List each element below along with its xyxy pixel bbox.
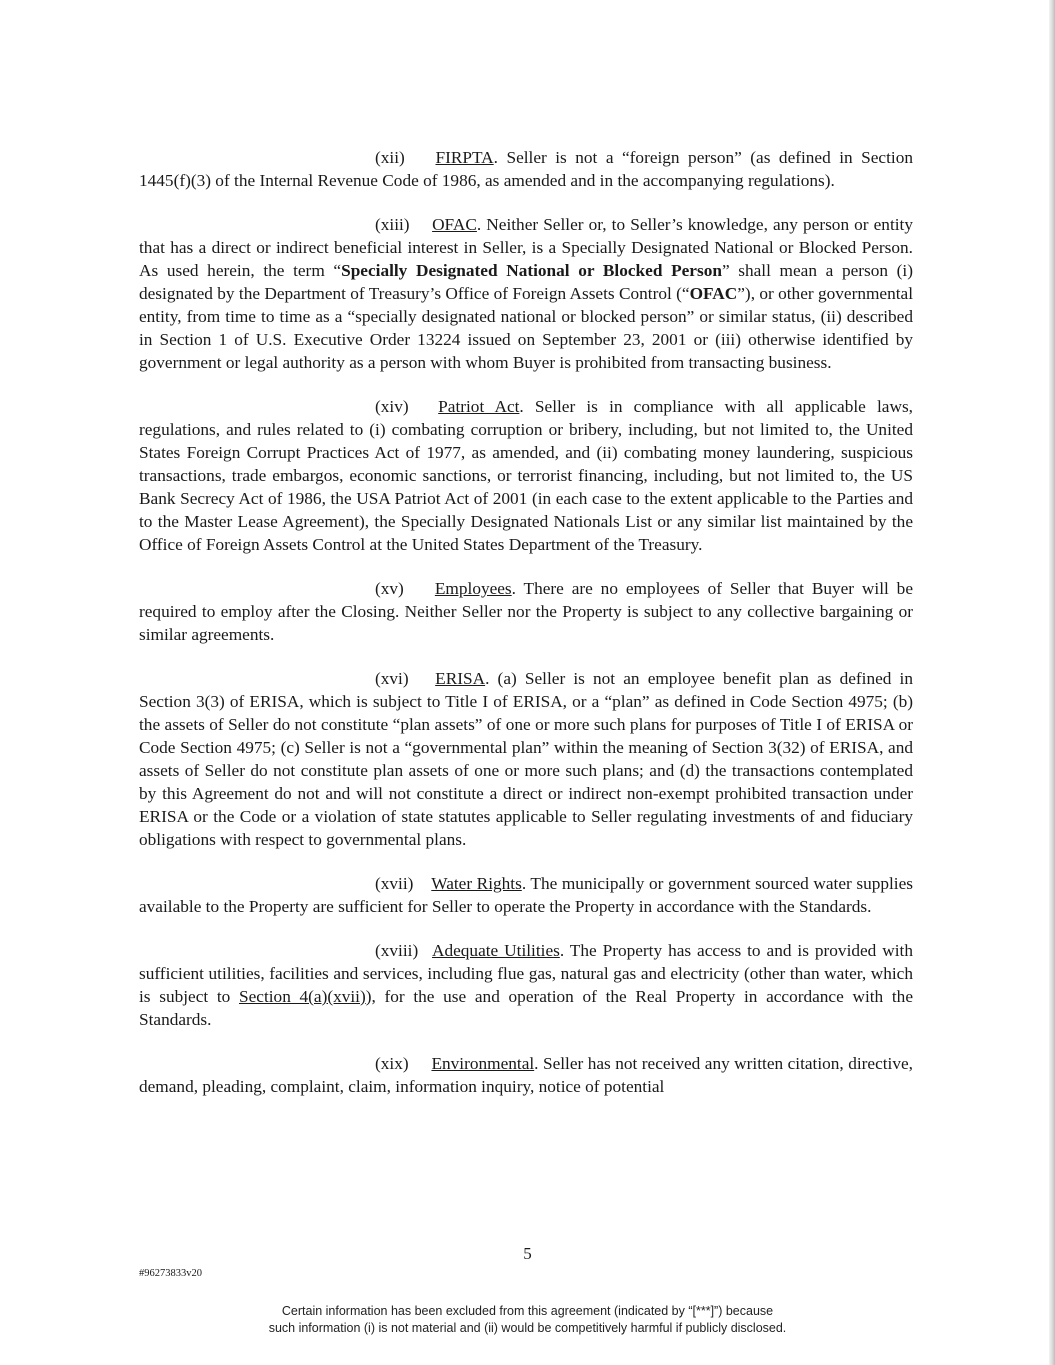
section-text: . There are no employees of Seller that Buyer will be required to employ after the Closing. Neither Seller nor the Property is subject to any collective bargaining or similar agreements. <box>139 579 913 644</box>
section-text: ), for the use and operation of the Real Property in accordance with the Standards. <box>139 987 913 1029</box>
footer-line-1: Certain information has been excluded from this agreement (indicated by “[***]”) because <box>281 1304 774 1318</box>
document-id: #96273833v20 <box>139 1268 202 1279</box>
section-text: . Seller is in compliance with all applicable laws, regulations, and rules related to (i) combating corruption or bribery, including, but not limited to, the United States Foreign Corrupt Practices Act of 1977, as amended, and (ii) combating money laundering, suspicious transactions, trade embargos, economic sanctions, or terrorist financing, including, but not limited to, the US Bank Secrecy Act of 1986, the USA Patriot Act of 2001 (in each case to the extent applicable to the Parties and to the Master Lease Agreement), the Specially Designated Nationals List or any similar list maintained by the Office of Foreign Assets Control at the United States Department of the Treasury. <box>139 397 913 554</box>
section-heading: FIRPTA <box>435 148 494 167</box>
section-xv <box>139 577 913 646</box>
section-text: . The municipally or government sourced water supplies available to the Property are sufficient for Seller to operate the Property in accordance with the Standards. <box>139 874 914 916</box>
section-text: . The Property has access to and is provided with sufficient utilities, facilities and services, including flue gas, natural gas and electricity (other than water, which is subject to <box>139 941 913 1006</box>
section-number: (xix) <box>375 1054 409 1073</box>
section-xii <box>139 146 913 192</box>
section-text: . Seller has not received any written citation, directive, demand, pleading, complaint, claim, information inquiry, notice of potential <box>139 1054 913 1096</box>
section-cross-reference: Section 4(a)(xvii) <box>239 987 366 1006</box>
section-xiv <box>139 395 913 556</box>
section-text: . Seller is not a “foreign person” (as defined in Section 1445(f)(3) of the Internal Revenue Code of 1986, as amended and in the accompanying regulations). <box>139 148 913 190</box>
section-xix <box>139 1052 913 1098</box>
section-heading: Environmental <box>431 1054 535 1073</box>
section-heading: Adequate Utilities <box>432 941 560 960</box>
section-heading: OFAC <box>432 215 477 234</box>
section-text: . (a) Seller is not an employee benefit plan as defined in Section 3(3) of ERISA, which is subject to Title I of ERISA, or a “plan” as defined in Code Section 4975; (b) the assets of Seller do not constitute “plan assets” of one or more such plans for purposes of Title I of ERISA or Code Section 4975; (c) Seller is not a “governmental plan” within the meaning of Section 3(32) of ERISA, and assets of Seller do not constitute plan assets of one or more such plans; and (d) the transactions contemplated by this Agreement do not and will not constitute a direct or indirect non-exempt prohibited transaction under ERISA or the Code or a violation of state statutes applicable to Seller regulating investments of and fiduciary obligations with respect to governmental plans. <box>139 669 913 849</box>
section-heading: ERISA <box>435 669 486 688</box>
section-heading: Patriot Act <box>438 397 520 416</box>
section-xiii <box>139 213 913 374</box>
page-number: 5 <box>523 1244 532 1263</box>
section-number: (xviii) <box>375 941 419 960</box>
page-edge-shadow <box>1049 0 1055 1365</box>
section-text: ”), or other governmental entity, from time to time as a “specially designated national or blocked person” or similar status, (ii) described in Section 1 of U.S. Executive Order 13224 issued on September 23, 2001 or (iii) otherwise identified by government or legal authority as a person with whom Buyer is prohibited from transacting business. <box>139 284 913 372</box>
defined-term-abbr: OFAC <box>689 284 738 303</box>
section-number: (xiv) <box>375 397 409 416</box>
footer-line-2: such information (i) is not material and (ii) would be competitively harmful if publicly disclosed. <box>268 1321 787 1335</box>
section-number: (xvi) <box>375 669 409 688</box>
section-heading: Water Rights <box>431 874 522 893</box>
section-number: (xiii) <box>375 215 410 234</box>
section-number: (xii) <box>375 148 405 167</box>
document-body <box>139 146 913 1119</box>
defined-term: Specially Designated National or Blocked Person <box>341 261 722 280</box>
section-text: ” shall mean a person (i) designated by the Department of Treasury’s Office of Foreign Assets Control (“ <box>139 261 913 303</box>
section-heading: Employees <box>434 579 512 598</box>
section-number: (xvii) <box>375 874 414 893</box>
redaction-footer <box>0 1303 1055 1337</box>
section-xviii <box>139 939 913 1031</box>
section-xvi <box>139 667 913 851</box>
section-number: (xv) <box>375 579 404 598</box>
section-xvii <box>139 872 913 918</box>
section-text: . Neither Seller or, to Seller’s knowledge, any person or entity that has a direct or indirect beneficial interest in Seller, is a Specially Designated National or Blocked Person. As used herein, the term “ <box>139 215 913 280</box>
